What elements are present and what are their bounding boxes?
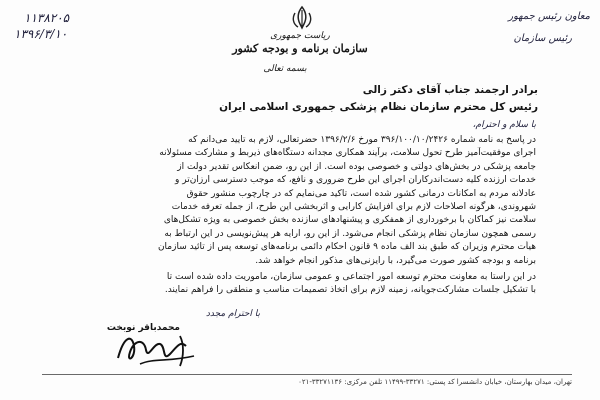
body-line: اجرای موفقیت‌آمیز طرح تحول سلامت، برآیند همکاری مجدانه دستگاه‌های ذیربط و مشارکت مسئولانه	[159, 148, 536, 159]
letter-number: ۱۱۳۸۲۰۵	[24, 11, 70, 25]
body-line: جامعه پزشکی در بخش‌های دولتی و خصوصی بوده است. از این رو، ضمن انعکاس تقدیر دولت از	[177, 161, 536, 172]
org-presidency: ریاست جمهوری	[270, 31, 330, 41]
cc-note-vice-president: معاون رئیس جمهور	[508, 11, 590, 22]
body-line: در پاسخ به نامه شماره ۳۹۶/۱۰۰/۱۰/۲۴۲۶ مورخ ۱۳۹۶/۲/۶ حضرتعالی، لازم به تایید می‌دانم که	[188, 135, 536, 145]
signatory-name: محمدباقر نوبخت	[106, 323, 180, 333]
body-line: رسمی همچون سازمان نظام پزشکی انجام می‌شود. از این رو، ارایه هر پیش‌نویسی در این ارتباط به	[164, 228, 536, 239]
handwritten-signature	[110, 328, 210, 374]
footer-divider	[42, 374, 572, 375]
body-line: سلامت نیز کماکان با برخورداری از همفکری و پیشنهادهای سازنده بخش خصوصی به ویژه تشکل‌های	[163, 215, 536, 226]
body-line: عادلانه مردم به امکانات درمانی کشور شده است، تاکید می‌نمایم که در چارچوب منشور حقوق	[186, 188, 536, 199]
recipient-title: رئیس کل محترم سازمان نظام پزشکی جمهوری اسلامی ایران	[219, 101, 538, 113]
body-line: هیأت محترم وزیران که طبق بند الف ماده ۹ قانون احکام دائمی برنامه‌های توسعه پس از تائید سازمان	[157, 242, 536, 253]
letter-date: ۱۳۹۶/۳/۱۰	[14, 27, 68, 41]
recipient-block	[58, 82, 538, 116]
cc-note-head-of-organization: رئیس سازمان	[513, 33, 572, 44]
body-line: با تشکیل جلسات مشارکت‌جویانه، زمینه لازم برای اتخاذ تصمیمات مناسب و منطقی را فراهم نمایند.	[164, 285, 536, 296]
recipient-name: برادر ارجمند جناب آقای دکتر زالی	[362, 84, 538, 96]
org-name: سازمان برنامه و بودجه کشور	[232, 42, 368, 55]
footer-address: تهران، میدان بهارستان، خیابان دانشسرا کد پستی: ۳۳۲۷۱-۱۱۴۹۹ تلفن مرکزی: ۳۳۲۷۱۱۳۶-۰۲۱	[298, 378, 572, 386]
iran-emblem-icon	[289, 4, 315, 32]
body-line: خدمات ارزنده کلیه دست‌اندرکاران اجرای این طرح ضروری و نافع، که موجب دسترسی ارزان‌تر و	[175, 175, 536, 186]
body-line: شهروندی، هرگونه اصلاحات لازم برای افزایش کارایی و اثربخشی این طرح، از جمله تعرفه خدمات	[171, 202, 536, 213]
signature-icon	[110, 328, 210, 370]
invocation: بسمه تعالی	[263, 64, 307, 74]
closing: با احترام مجدد	[205, 309, 260, 319]
letter-body	[58, 134, 536, 298]
body-line: برنامه و بودجه کشور صورت می‌گیرد، با رایزنی‌های مذکور انجام خواهد شد.	[255, 255, 536, 266]
cc-notes	[440, 6, 590, 50]
body-line: در این راستا به معاونت محترم توسعه امور اجتماعی و عمومی سازمان، ماموریت داده شده است تا	[166, 272, 536, 283]
letter-reference	[14, 10, 134, 42]
letterhead	[220, 30, 380, 56]
greeting: با سلام و احترام،	[472, 120, 536, 130]
